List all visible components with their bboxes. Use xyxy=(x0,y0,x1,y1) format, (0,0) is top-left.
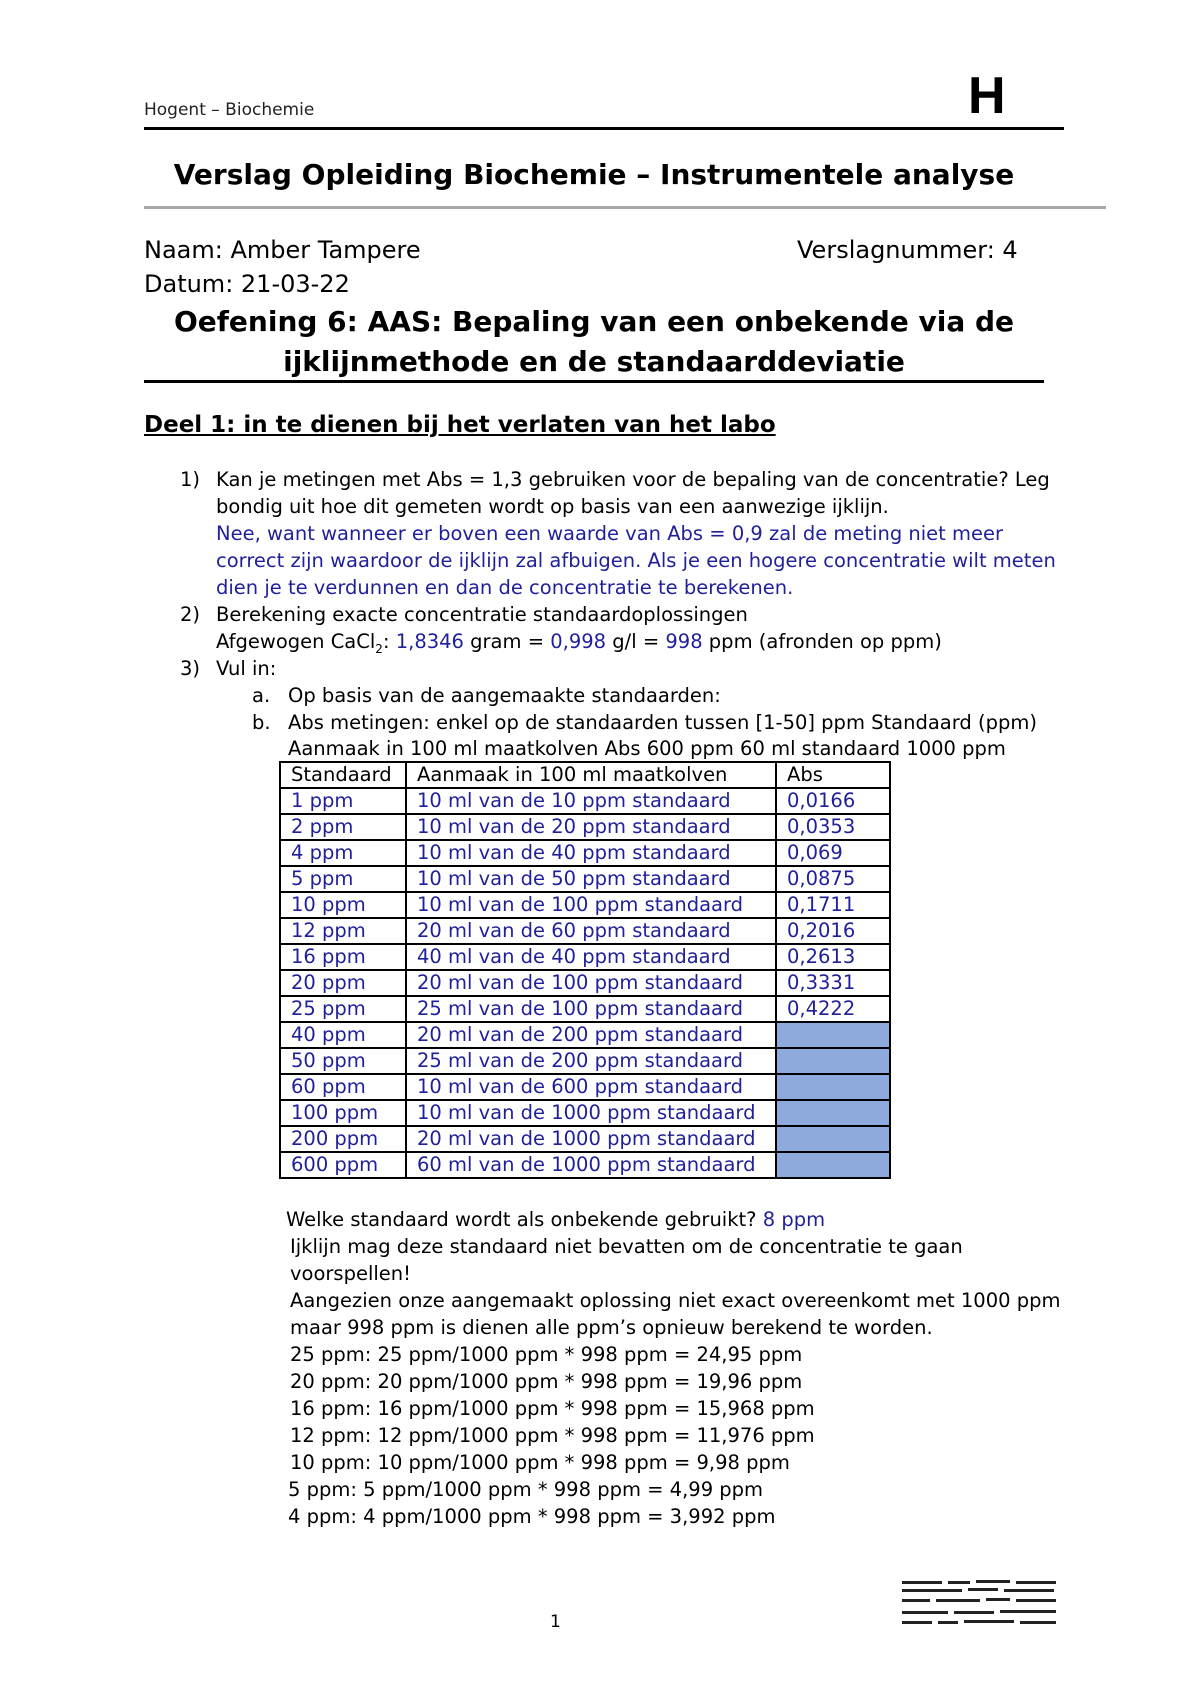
q1-line1: Kan je metingen met Abs = 1,3 gebruiken voor de bepaling van de concentratie? Leg xyxy=(216,468,1050,491)
table-row xyxy=(280,788,890,814)
standard-cell: 600 ppm xyxy=(280,1152,406,1178)
standard-cell: 5 ppm xyxy=(280,866,406,892)
title-divider xyxy=(144,206,1106,209)
q3b-text2: Aanmaak in 100 ml maatkolven Abs 600 ppm 60 ml standaard 1000 ppm xyxy=(288,737,1006,760)
standard-cell: 12 ppm xyxy=(280,918,406,944)
preparation-cell: 10 ml van de 50 ppm standaard xyxy=(406,866,776,892)
q2-conc: 0,998 xyxy=(550,630,607,653)
q2-ppm: 998 xyxy=(665,630,703,653)
standard-cell: 1 ppm xyxy=(280,788,406,814)
report-number: Verslagnummer: 4 xyxy=(797,236,1018,264)
table-row xyxy=(280,840,890,866)
calc-line: 10 ppm: 10 ppm/1000 ppm * 998 ppm = 9,98 ppm xyxy=(290,1451,790,1474)
standard-cell: 100 ppm xyxy=(280,1100,406,1126)
table-row xyxy=(280,918,890,944)
table-row xyxy=(280,996,890,1022)
abs-cell: 0,0875 xyxy=(776,866,890,892)
table-row xyxy=(280,1048,890,1074)
table-row xyxy=(280,814,890,840)
preparation-cell: 20 ml van de 100 ppm standaard xyxy=(406,970,776,996)
standard-cell: 4 ppm xyxy=(280,840,406,866)
q2-line1: Berekening exacte concentratie standaardoplossingen xyxy=(216,603,748,626)
abs-cell xyxy=(776,1126,890,1152)
q1-answer2: correct zijn waardoor de ijklijn zal afbuigen. Als je een hogere concentratie wilt meten xyxy=(216,549,1056,572)
standard-cell: 60 ppm xyxy=(280,1074,406,1100)
header-divider xyxy=(144,127,1064,130)
abs-cell: 0,3331 xyxy=(776,970,890,996)
abs-cell xyxy=(776,1048,890,1074)
preparation-cell: 60 ml van de 1000 ppm standaard xyxy=(406,1152,776,1178)
q3b-number: b. xyxy=(252,711,271,734)
barcode-icon xyxy=(900,1577,1060,1627)
q3b-text: Abs metingen: enkel op de standaarden tussen [1-50] ppm Standaard (ppm) xyxy=(288,711,1037,734)
note-line4: maar 998 ppm is dienen alle ppm’s opnieuw berekend te worden. xyxy=(290,1316,933,1339)
header-abs: Abs xyxy=(776,762,890,788)
preparation-cell: 40 ml van de 40 ppm standaard xyxy=(406,944,776,970)
report-date: Datum: 21-03-22 xyxy=(144,270,350,298)
abs-cell: 0,0353 xyxy=(776,814,890,840)
table-row xyxy=(280,1074,890,1100)
q2-mass: 1,8346 xyxy=(395,630,464,653)
table-header-row xyxy=(280,762,890,788)
preparation-cell: 10 ml van de 20 ppm standaard xyxy=(406,814,776,840)
abs-cell: 0,1711 xyxy=(776,892,890,918)
section-title: Deel 1: in te dienen bij het verlaten van het labo xyxy=(144,412,776,438)
standards-table xyxy=(279,761,891,1179)
q1-answer1: Nee, want wanneer er boven een waarde van Abs = 0,9 zal de meting niet meer xyxy=(216,522,1004,545)
preparation-cell: 10 ml van de 1000 ppm standaard xyxy=(406,1100,776,1126)
q2-tail: ppm (afronden op ppm) xyxy=(702,630,942,653)
q2-subscript: 2 xyxy=(375,641,383,656)
abs-cell xyxy=(776,1022,890,1048)
abs-cell: 0,0166 xyxy=(776,788,890,814)
preparation-cell: 10 ml van de 40 ppm standaard xyxy=(406,840,776,866)
document-title: Verslag Opleiding Biochemie – Instrumentele analyse xyxy=(173,158,1015,191)
q1-number: 1) xyxy=(180,468,201,491)
preparation-cell: 20 ml van de 1000 ppm standaard xyxy=(406,1126,776,1152)
q2-colon: : xyxy=(382,630,396,653)
preparation-cell: 25 ml van de 200 ppm standaard xyxy=(406,1048,776,1074)
q3a-number: a. xyxy=(252,684,271,707)
standard-cell: 10 ppm xyxy=(280,892,406,918)
note-line1: Ijklijn mag deze standaard niet bevatten om de concentratie te gaan xyxy=(290,1235,963,1258)
table-row xyxy=(280,892,890,918)
q2-mid1: gram = xyxy=(463,630,551,653)
q1-line2: bondig uit hoe dit gemeten wordt op basis van een aanwezige ijklijn. xyxy=(216,495,889,518)
q1-answer3: dien je te verdunnen en dan de concentratie te berekenen. xyxy=(216,576,794,599)
header-left: Hogent – Biochemie xyxy=(144,100,315,120)
table-row xyxy=(280,1022,890,1048)
abs-cell: 0,4222 xyxy=(776,996,890,1022)
exercise-title-line2: ijklijnmethode en de standaarddeviatie xyxy=(283,345,905,378)
calc-line: 4 ppm: 4 ppm/1000 ppm * 998 ppm = 3,992 ppm xyxy=(288,1505,776,1528)
q2-number: 2) xyxy=(180,603,201,626)
preparation-cell: 25 ml van de 100 ppm standaard xyxy=(406,996,776,1022)
exercise-title xyxy=(144,302,1044,382)
table-row xyxy=(280,1152,890,1178)
q3-line1: Vul in: xyxy=(216,657,277,680)
exercise-divider xyxy=(144,380,1044,383)
student-name: Naam: Amber Tampere xyxy=(144,236,421,264)
abs-cell: 0,2016 xyxy=(776,918,890,944)
unknown-question xyxy=(286,1206,825,1233)
exercise-title-line1: Oefening 6: AAS: Bepaling van een onbekende via de xyxy=(173,305,1015,338)
standard-cell: 200 ppm xyxy=(280,1126,406,1152)
standard-cell: 2 ppm xyxy=(280,814,406,840)
abs-cell xyxy=(776,1152,890,1178)
preparation-cell: 20 ml van de 200 ppm standaard xyxy=(406,1022,776,1048)
note-line3: Aangezien onze aangemaakt oplossing niet exact overeenkomt met 1000 ppm xyxy=(290,1289,1061,1312)
calc-line: 25 ppm: 25 ppm/1000 ppm * 998 ppm = 24,95 ppm xyxy=(290,1343,803,1366)
standard-cell: 25 ppm xyxy=(280,996,406,1022)
table-row xyxy=(280,866,890,892)
calc-line: 5 ppm: 5 ppm/1000 ppm * 998 ppm = 4,99 ppm xyxy=(288,1478,764,1501)
standards-table-body xyxy=(280,762,890,1178)
header-standaard: Standaard xyxy=(280,762,406,788)
unknown-question-text: Welke standaard wordt als onbekende gebruikt? xyxy=(286,1208,763,1231)
preparation-cell: 10 ml van de 600 ppm standaard xyxy=(406,1074,776,1100)
calc-line: 16 ppm: 16 ppm/1000 ppm * 998 ppm = 15,968 ppm xyxy=(290,1397,815,1420)
q3a-text: Op basis van de aangemaakte standaarden: xyxy=(288,684,721,707)
abs-cell: 0,069 xyxy=(776,840,890,866)
standard-cell: 40 ppm xyxy=(280,1022,406,1048)
preparation-cell: 10 ml van de 100 ppm standaard xyxy=(406,892,776,918)
page-number: 1 xyxy=(550,1612,561,1632)
calc-line: 20 ppm: 20 ppm/1000 ppm * 998 ppm = 19,96 ppm xyxy=(290,1370,803,1393)
table-row xyxy=(280,970,890,996)
q2-calculation xyxy=(216,628,942,663)
header-aanmaak: Aanmaak in 100 ml maatkolven xyxy=(406,762,776,788)
abs-cell xyxy=(776,1074,890,1100)
table-row xyxy=(280,944,890,970)
standard-cell: 20 ppm xyxy=(280,970,406,996)
hogent-logo: H xyxy=(968,67,1006,125)
q3-number: 3) xyxy=(180,657,201,680)
q2-label: Afgewogen CaCl xyxy=(216,630,376,653)
note-line2: voorspellen! xyxy=(290,1262,411,1285)
q2-mid2: g/l = xyxy=(606,630,666,653)
standard-cell: 50 ppm xyxy=(280,1048,406,1074)
abs-cell xyxy=(776,1100,890,1126)
preparation-cell: 10 ml van de 10 ppm standaard xyxy=(406,788,776,814)
table-row xyxy=(280,1126,890,1152)
preparation-cell: 20 ml van de 60 ppm standaard xyxy=(406,918,776,944)
calc-line: 12 ppm: 12 ppm/1000 ppm * 998 ppm = 11,976 ppm xyxy=(290,1424,815,1447)
table-row xyxy=(280,1100,890,1126)
unknown-answer: 8 ppm xyxy=(762,1208,826,1231)
standard-cell: 16 ppm xyxy=(280,944,406,970)
abs-cell: 0,2613 xyxy=(776,944,890,970)
